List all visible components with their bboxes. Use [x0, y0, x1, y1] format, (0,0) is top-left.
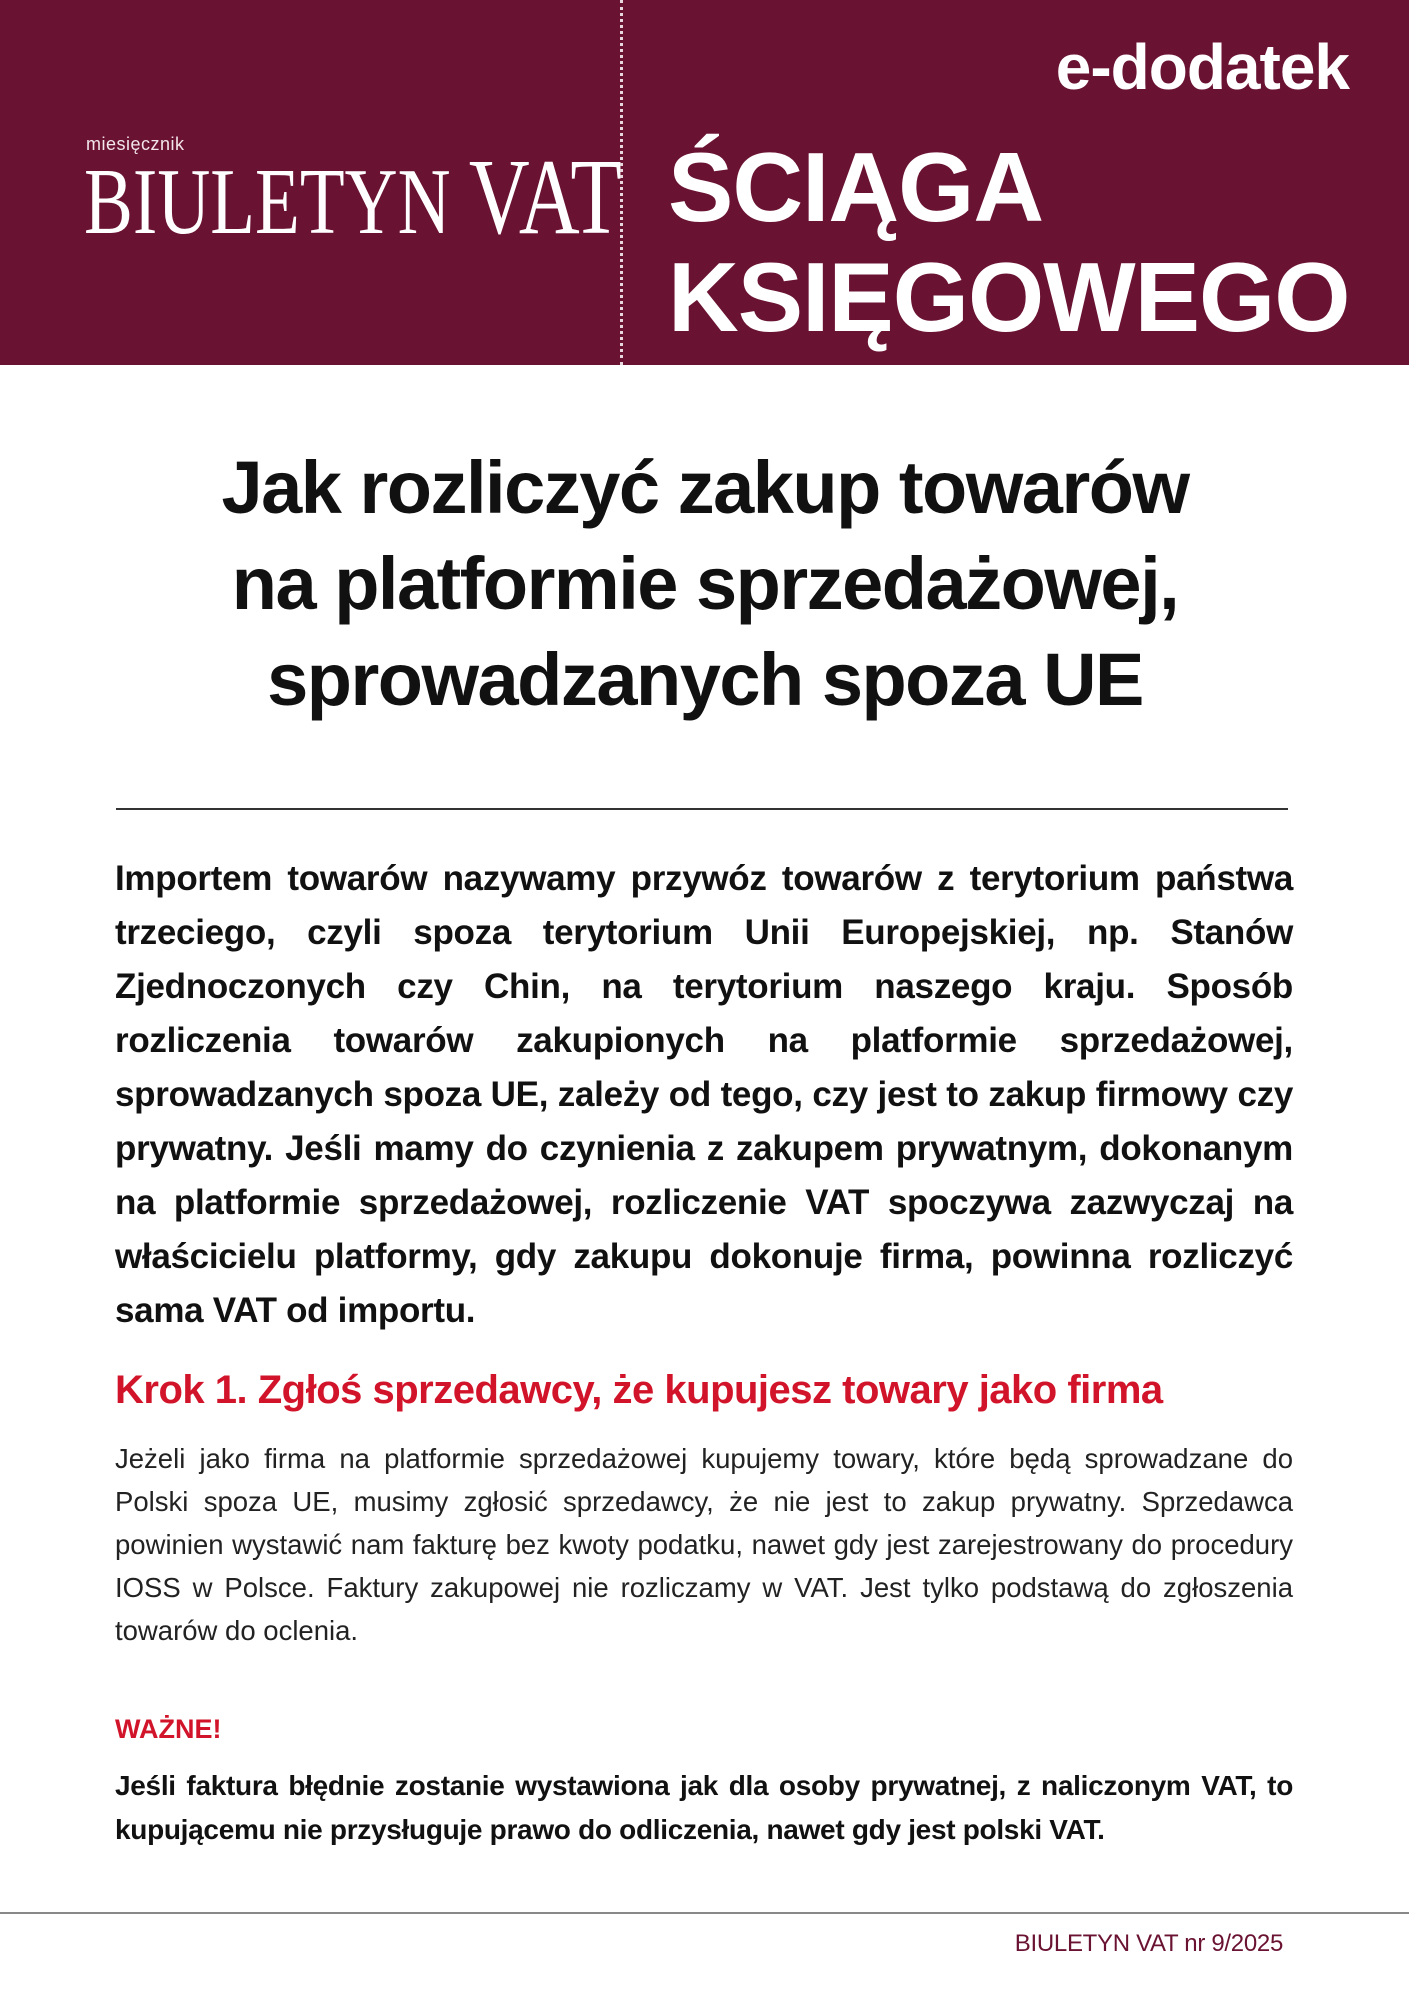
brand-subtitle: miesięcznik [86, 134, 185, 154]
title-divider [116, 808, 1288, 810]
article-title-line1: Jak rozliczyć zakup towarów [221, 446, 1189, 529]
article-title-line3: sprowadzanych spoza UE [267, 638, 1143, 721]
series-title-line2: KSIĘGOWEGO [668, 242, 1350, 352]
header-banner [0, 0, 1409, 365]
important-body: Jeśli faktura błędnie zostanie wystawiona jak dla osoby prywatnej, z naliczonym VAT, to kupującemu nie przysługuje prawo do odliczenia, nawet gdy jest polski VAT. [115, 1770, 1293, 1845]
article-title-line2: na platformie sprzedażowej, [231, 542, 1179, 625]
step1-heading: Krok 1. Zgłoś sprzedawcy, że kupujesz towary jako firma [115, 1368, 1163, 1412]
brand-name-part2: VAT [468, 138, 622, 257]
supplement-label: e-dodatek [1055, 31, 1349, 103]
step1-body: Jeżeli jako firma na platformie sprzedażowej kupujemy towary, które będą sprowadzane do Polski spoza UE, musimy zgłosić sprzedawcy, że nie jest to zakup prywatny. Sprzedawca powinien wystawić nam fakturę bez kwoty podatku, nawet gdy jest zarejestrowany do procedury IOSS w Polsce. Faktury zakupowej nie rozliczamy w VAT. Jest tylko podstawą do zgłoszenia towarów do oclenia. [115, 1443, 1293, 1646]
footer-issue: BIULETYN VAT nr 9/2025 [1014, 1930, 1283, 1957]
dotted-divider [620, 0, 623, 365]
important-label: WAŻNE! [115, 1714, 222, 1744]
footer-divider [0, 1912, 1409, 1914]
brand-name-part1: BIULETYN [84, 150, 469, 254]
series-title [668, 132, 1350, 352]
series-title-line1: ŚCIĄGA [668, 132, 1044, 242]
lead-paragraph: Importem towarów nazywamy przywóz towarów z terytorium państwa trzeciego, czyli spoza terytorium Unii Europejskiej, np. Stanów Zjednoczonych czy Chin, na terytorium naszego kraju. Sposób rozliczenia towarów zakupionych na platformie sprzedażowej, sprowadzanych spoza UE, zależy od tego, czy jest to zakup firmowy czy prywatny. Jeśli mamy do czynienia z zakupem prywatnym, dokonanym na platformie sprzedażowej, rozliczenie VAT spoczywa zazwyczaj na właścicielu platformy, gdy zakupu dokonuje firma, powinna rozliczyć sama VAT od importu. [115, 859, 1293, 1330]
article-title [100, 440, 1310, 728]
